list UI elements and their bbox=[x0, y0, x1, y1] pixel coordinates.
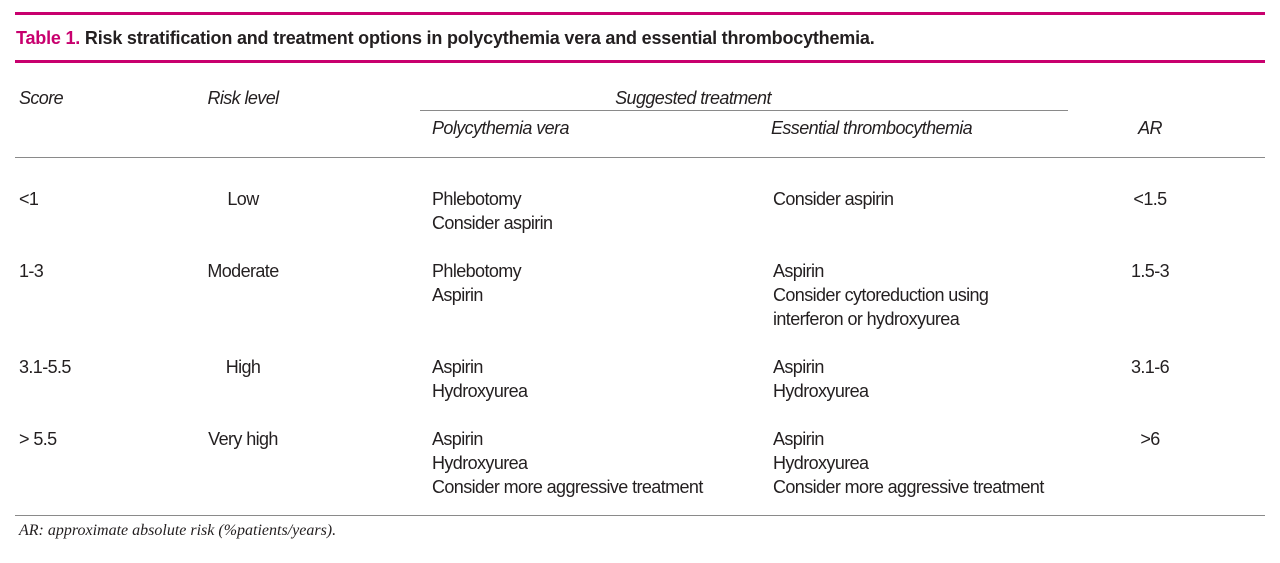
cell-ar: <1.5 bbox=[1133, 189, 1167, 209]
treatment-line: Consider aspirin bbox=[773, 189, 894, 209]
treatment-line: Consider more aggressive treatment bbox=[773, 477, 1044, 497]
cell-score: > 5.5 bbox=[19, 429, 57, 449]
treatment-line: Consider aspirin bbox=[432, 213, 553, 233]
treatment-line: Consider more aggressive treatment bbox=[432, 477, 703, 497]
header-polycythemia-vera: Polycythemia vera bbox=[432, 118, 569, 138]
treatment-line: Aspirin bbox=[432, 285, 483, 305]
treatment-line: interferon or hydroxyurea bbox=[773, 309, 960, 329]
cell-score: <1 bbox=[19, 189, 39, 209]
table-caption: Risk stratification and treatment options in polycythemia vera and essential thrombocythemia. bbox=[84, 28, 875, 48]
cell-polycythemia-vera bbox=[432, 259, 521, 307]
top-accent-rule bbox=[15, 12, 1265, 15]
cell-essential-thrombocythemia bbox=[773, 187, 893, 211]
header-essential-thrombocythemia: Essential thrombocythemia bbox=[771, 118, 973, 138]
cell-score: 3.1-5.5 bbox=[19, 357, 71, 377]
header-score: Score bbox=[19, 88, 64, 108]
header-risk-level: Risk level bbox=[207, 88, 279, 108]
treatment-line: Phlebotomy bbox=[432, 261, 522, 281]
cell-polycythemia-vera bbox=[432, 355, 527, 403]
treatment-line: Phlebotomy bbox=[432, 189, 522, 209]
treatment-line: Aspirin bbox=[773, 261, 824, 281]
cell-ar: 1.5-3 bbox=[1130, 261, 1170, 281]
cell-risk-level: Very high bbox=[208, 429, 278, 449]
treatment-line: Hydroxyurea bbox=[773, 381, 869, 401]
header-rule bbox=[15, 157, 1265, 158]
cell-risk-level: High bbox=[225, 357, 261, 377]
cell-essential-thrombocythemia bbox=[773, 259, 988, 331]
treatment-line: Hydroxyurea bbox=[773, 453, 869, 473]
cell-ar: >6 bbox=[1140, 429, 1160, 449]
spanner-rule bbox=[420, 110, 1068, 111]
header-suggested-treatment: Suggested treatment bbox=[615, 88, 771, 108]
cell-score: 1-3 bbox=[19, 261, 44, 281]
cell-polycythemia-vera bbox=[432, 427, 703, 499]
cell-essential-thrombocythemia bbox=[773, 355, 868, 403]
treatment-line: Hydroxyurea bbox=[432, 381, 528, 401]
treatment-line: Aspirin bbox=[432, 357, 483, 377]
treatment-line: Hydroxyurea bbox=[432, 453, 528, 473]
cell-risk-level: Moderate bbox=[207, 261, 279, 281]
treatment-line: Consider cytoreduction using bbox=[773, 285, 989, 305]
treatment-line: Aspirin bbox=[432, 429, 483, 449]
treatment-line: Aspirin bbox=[773, 429, 824, 449]
footnote: AR: approximate absolute risk (%patients/years). bbox=[19, 522, 337, 539]
title-accent-rule bbox=[15, 60, 1265, 63]
table-title bbox=[16, 28, 875, 49]
treatment-line: Aspirin bbox=[773, 357, 824, 377]
cell-polycythemia-vera bbox=[432, 187, 552, 235]
cell-ar: 3.1-6 bbox=[1130, 357, 1170, 377]
cell-essential-thrombocythemia bbox=[773, 427, 1044, 499]
cell-risk-level: Low bbox=[227, 189, 259, 209]
header-ar: AR bbox=[1138, 118, 1162, 138]
table-label: Table 1. bbox=[16, 28, 81, 48]
bottom-rule bbox=[15, 515, 1265, 516]
